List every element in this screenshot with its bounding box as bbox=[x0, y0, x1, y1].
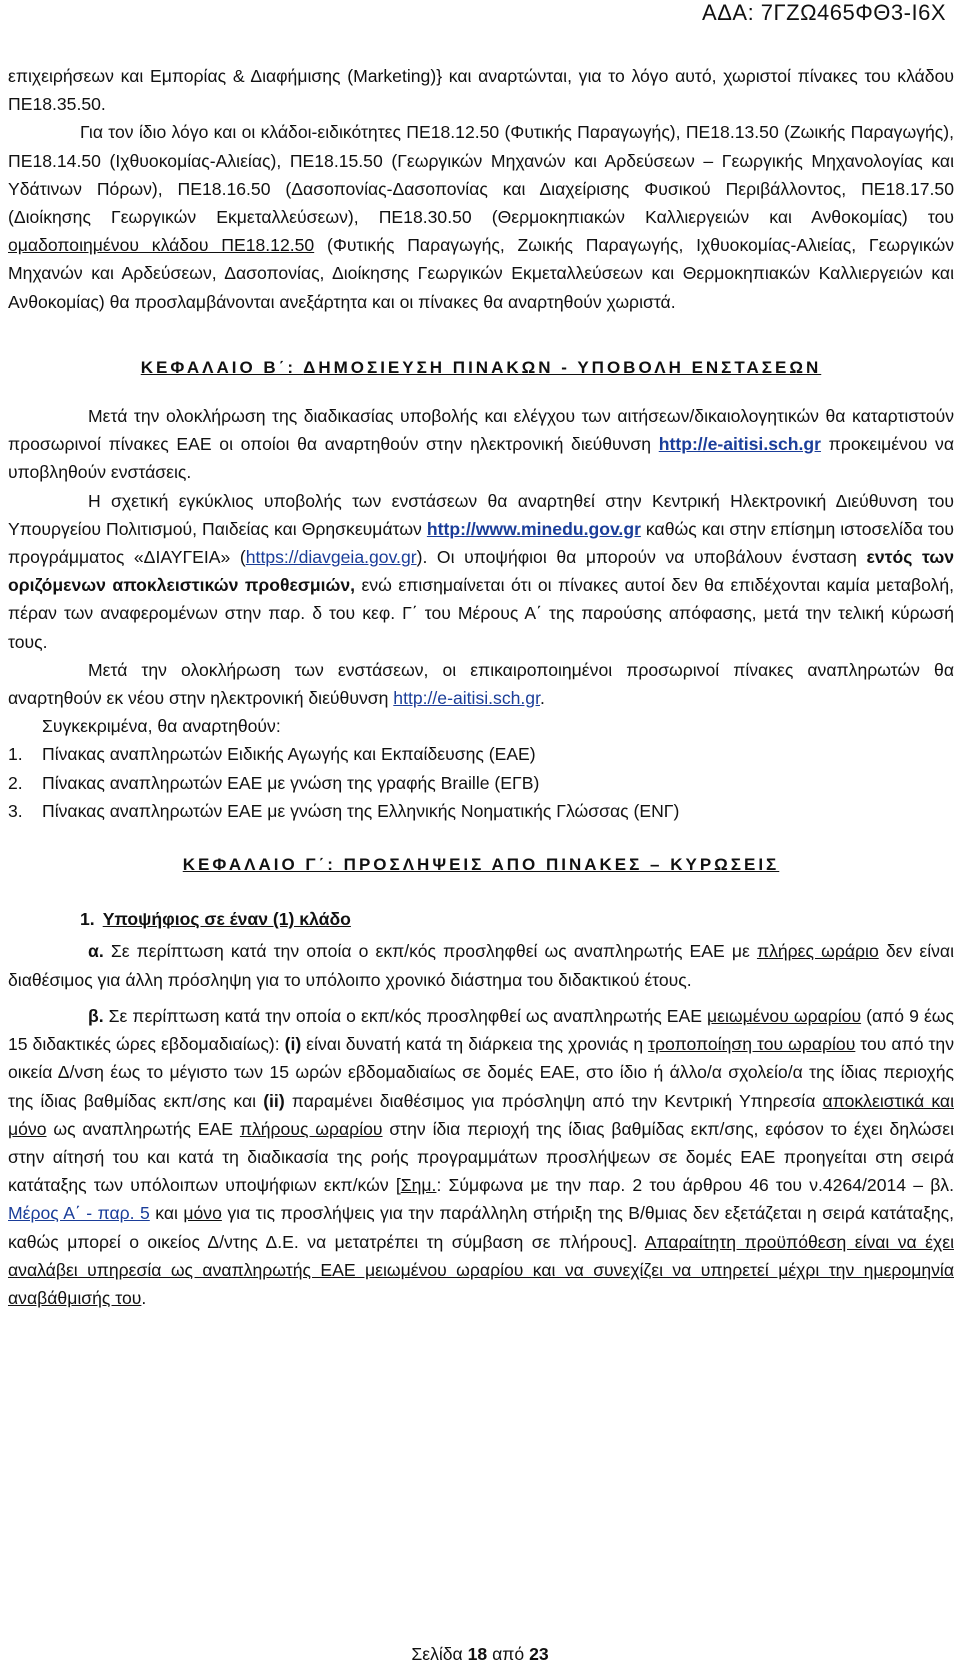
e-aitisi-link-2[interactable]: http://e-aitisi.sch.gr bbox=[393, 688, 540, 709]
chapter-b-paragraph-2: Η σχετική εγκύκλιος υποβολής των ενστάσεων θα αναρτηθεί στην Κεντρική Ηλεκτρονική Διεύθυνση του Υπουργείου Πολιτισμού, Παιδείας και Θρησκευμάτων http://www.minedu.gov.gr καθώς και στην επίσημη ιστοσελίδα του προγράμματος «ΔΙΑΥΓΕΙΑ» (https://diavgeia.gov.gr). Οι υποψήφιοι θα μπορούν να υποβάλουν ένσταση εντός των οριζόμενων αποκλειστικών προθεσμιών, ενώ επισημαίνεται ότι οι πίνακες αυτοί δεν θα επιδέχονται καμία μεταβολή, πέραν των αναφερομένων στην παρ. δ του κεφ. Γ΄ του Μέρους Α΄ της παρούσης απόφασης, μετά την τελική κύρωσή τους. bbox=[8, 490, 955, 652]
minedu-link[interactable]: http://www.minedu.gov.gr bbox=[426, 518, 641, 539]
document-body bbox=[8, 62, 954, 1312]
subsection-heading: 1. Υποψήφιος σε έναν (1) κλάδο bbox=[80, 909, 351, 930]
list-item: 1. Πίνακας αναπληρωτών Ειδικής Αγωγής και Εκπαίδευσης (ΕΑΕ) bbox=[8, 744, 536, 765]
chapter-b-paragraph-3: Μετά την ολοκλήρωση των ενστάσεων, οι επικαιροποιημένοι προσωρινοί πίνακες αναπληρωτών θα αναρτηθούν εκ νέου στην ηλεκτρονική διεύθυνση http://e-aitisi.sch.gr. bbox=[8, 659, 954, 709]
list-item: 3. Πίνακας αναπληρωτών ΕΑΕ με γνώση της Ελληνικής Νοηματικής Γλώσσας (ΕΝΓ) bbox=[8, 800, 680, 821]
chapter-b-heading: ΚΕΦΑΛΑΙΟ Β΄: ΔΗΜΟΣΙΕΥΣΗ ΠΙΝΑΚΩΝ - ΥΠΟΒΟΛΗ ΕΝΣΤΑΣΕΩΝ bbox=[140, 357, 822, 377]
chapter-b-paragraph-4: Συγκεκριμένα, θα αναρτηθούν: bbox=[42, 716, 281, 737]
deadline-emphasis: εντός των οριζόμενων αποκλειστικών προθεσμιών, bbox=[8, 547, 954, 596]
chapter-b-paragraph-1: Μετά την ολοκλήρωση της διαδικασίας υποβολής και ελέγχου των αιτήσεων/δικαιολογητικών θα καταρτιστούν προσωρινοί πίνακες ΕΑΕ οι οποίοι θα αναρτηθούν στην ηλεκτρονική διεύθυνση http://e-aitisi.sch.gr προκειμένου να υποβληθούν ενστάσεις. bbox=[8, 406, 954, 483]
tables-list bbox=[8, 740, 954, 825]
paragraph-branches: Για τον ίδιο λόγο και οι κλάδοι-ειδικότητες ΠΕ18.12.50 (Φυτικής Παραγωγής), ΠΕ18.13.50 (Ζωικής Παραγωγής), ΠΕ18.14.50 (Ιχθυοκομίας-Αλιείας), ΠΕ18.15.50 (Γεωργικών Μηχανών και Αρδεύσεων – Γεωργικής Μηχανολογίας και Υδάτινων Πόρων), ΠΕ18.16.50 (Δασοπονίας-Δασοπονίας και Διαχείρισης Φυσικού Περιβάλλοντος, ΠΕ18.17.50 (Διοίκησης Γεωργικών Εκμεταλλεύσεων), ΠΕ18.30.50 (Θερμοκηπιακών Καλλιεργειών και Ανθοκομίας) του ομαδοποιημένου κλάδου ΠΕ18.12.50 (Φυτικής Παραγωγής, Ζωικής Παραγωγής, Ιχθυοκομίας-Αλιείας, Γεωργικών Μηχανών και Αρδεύσεων, Δασοπονίας, Διοίκησης Γεωργικών Εκμεταλλεύσεων και Θερμοκηπιακών Καλλιεργειών και Ανθοκομίας) θα προσλαμβάνονται ανεξάρτητα και οι πίνακες θα αναρτηθούν χωριστά. bbox=[8, 122, 954, 312]
paragraph-continuation: επιχειρήσεων και Εμπορίας & Διαφήμισης (Marketing)} και αναρτώνται, για το λόγο αυτό, χωριστοί πίνακες του κλάδου ΠΕ18.35.50. bbox=[8, 66, 954, 115]
e-aitisi-link[interactable]: http://e-aitisi.sch.gr bbox=[658, 434, 822, 455]
part-a-reference-link[interactable]: Μέρος Α΄ - παρ. 5 bbox=[8, 1203, 150, 1224]
page-footer: Σελίδα 18 από 23 bbox=[411, 1644, 549, 1664]
prerequisite-underline: Απαραίτητη προϋπόθεση είναι να έχει αναλάβει υπηρεσία ως αναπληρωτής ΕΑΕ μειωμένου ωραρίου και να συνεχίζει να υπηρετεί μέχρι την ημερομηνία αναβάθμισής του bbox=[8, 1231, 954, 1308]
ada-code: ΑΔΑ: 7ΓΖΩ465ΦΘ3-Ι6Χ bbox=[702, 0, 946, 25]
paragraph-a: α. Σε περίπτωση κατά την οποία ο εκπ/κός προσληφθεί ως αναπληρωτής ΕΑΕ με πλήρες ωράριο δεν είναι διαθέσιμος για άλλη πρόσληψη για το υπόλοιπο χρονικό διάστημα του διδακτικού έτους. bbox=[8, 941, 955, 990]
page-number: 18 bbox=[467, 1644, 488, 1664]
paragraph-b: β. Σε περίπτωση κατά την οποία ο εκπ/κός προσληφθεί ως αναπληρωτής ΕΑΕ μειωμένου ωραρίου (από 9 έως 15 διδακτικές ώρες εβδομαδιαίως): (i) είναι δυνατή κατά τη διάρκεια της χρονιάς η τροποποίηση του ωραρίου του από την οικεία Δ/νση έως το μέγιστο των 15 ωρών εβδομαδιαίως σε δομές ΕΑΕ, στο ίδιο ή άλλο/α σχολείο/α της ίδιας περιοχής της ίδιας βαθμίδας εκπ/σης και (ii) παραμένει διαθέσιμος για πρόσληψη από την Κεντρική Υπηρεσία αποκλειστικά και μόνο ως αναπληρωτής ΕΑΕ πλήρους ωραρίου στην ίδια περιοχή της ίδιας βαθμίδας εκπ/σης, εφόσον το έχει δηλώσει στην αίτησή του και κατά τη διαδικασία της ροής προγραμμάτων προσλήψεων σε δομές ΕΑΕ προηγείται στη σειρά κατάταξης των υπόλοιπων υποψήφιων εκπ/κών [Σημ.: Σύμφωνα με την παρ. 2 του άρθρου 46 του ν.4264/2014 – βλ. Μέρος Α΄ - παρ. 5 και μόνο για τις προσλήψεις για την παράλληλη στήριξη της Β/θμιας δεν εξετάζεται η σειρά κατάταξης, καθώς μπορεί ο οικείος Δ/ντης Δ.Ε. να μετατρέπει τη σύμβαση σε πλήρους]. Απαραίτητη προϋπόθεση είναι να έχει αναλάβει υπηρεσία ως αναπληρωτής ΕΑΕ μειωμένου ωραρίου και να συνεχίζει να υπηρετεί μέχρι την ημερομηνία αναβάθμισής του. bbox=[8, 1005, 955, 1308]
page-total: 23 bbox=[529, 1644, 549, 1664]
list-item: 2. Πίνακας αναπληρωτών ΕΑΕ με γνώση της γραφής Braille (ΕΓΒ) bbox=[8, 772, 540, 793]
chapter-c-heading: ΚΕΦΑΛΑΙΟ Γ΄: ΠΡΟΣΛΗΨΕΙΣ ΑΠΟ ΠΙΝΑΚΕΣ – ΚΥΡΩΣΕΙΣ bbox=[182, 855, 780, 875]
grouped-branch-underline: ομαδοποιημένου κλάδου ΠΕ18.12.50 bbox=[8, 235, 315, 256]
diavgeia-link[interactable]: https://diavgeia.gov.gr bbox=[245, 547, 417, 568]
